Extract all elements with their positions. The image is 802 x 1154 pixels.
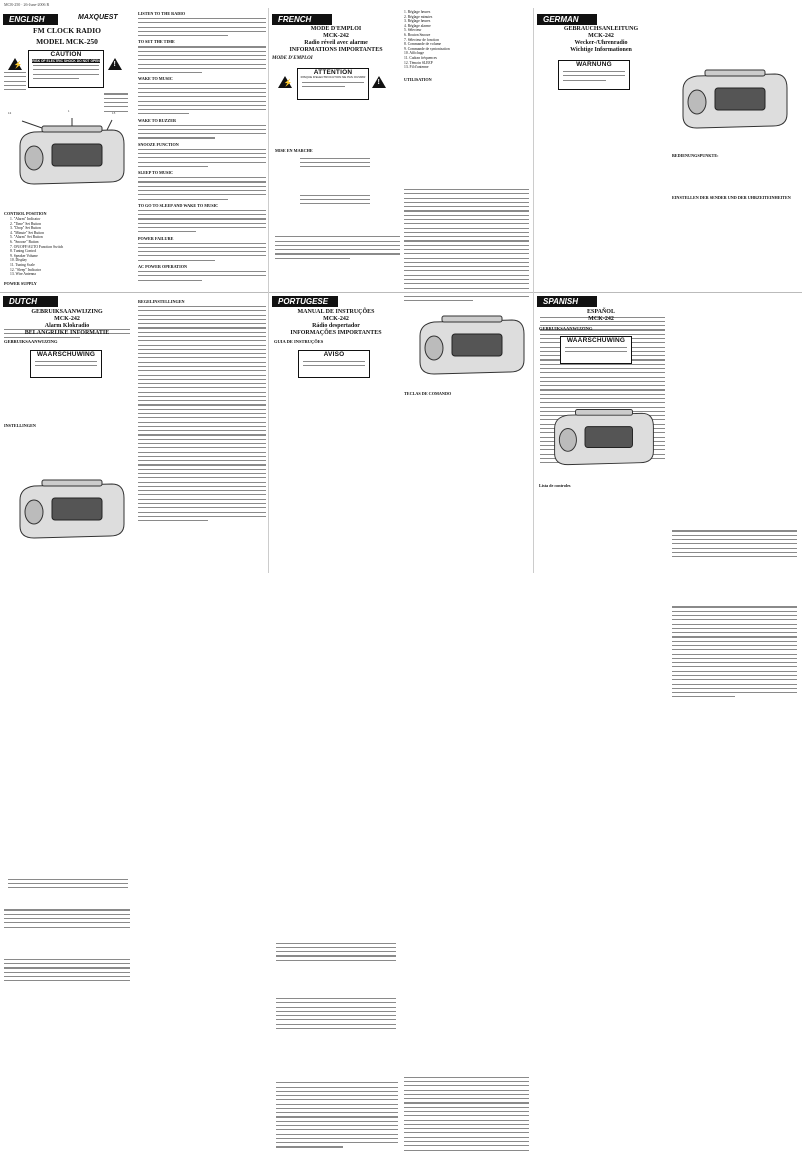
section-heading: WAKE TO BUZZER [138,117,177,123]
control-item: 9. Speaker Volume [10,253,38,258]
portuguese-subtitle: Rádio despertador [312,323,360,329]
control-item: 1. Réglage heures [404,10,431,14]
radio-illustration-spanish [544,400,664,476]
mise-heading: MISE EN MARCHE [275,148,313,153]
radio-illustration-english [12,116,132,196]
section-heading: WAKE TO MUSIC [138,76,173,82]
control-item: 8. Tuning Control [10,249,37,254]
attention-sub: RISQUE D'ELECTROCUTION NE PAS OUVRIR [300,75,366,79]
horizontal-divider [0,292,802,293]
page-header: MCR-250 · 26-June-2006 R [4,2,50,7]
german-info: Wichtige Informationen [570,47,632,53]
section-heading: REGELINSTELLINGEN [138,299,185,304]
vertical-divider [533,8,534,573]
control-item: 3. Réglage heures [404,19,431,24]
german-warn-box [558,60,630,90]
section-tag-portuguese: PORTUGESE [272,296,338,307]
control-item: 8. Commande de volume [404,42,442,47]
german-model: MCK-242 [588,33,614,39]
control-item: 4. "Minute" Set Button [10,230,44,235]
control-item: 7. ON/OFF/AUTO Function Switch [10,244,64,249]
controls-heading: CONTROL POSITION [4,211,47,216]
warn-title: WAARSCHUWING [36,351,96,358]
radio-illustration-dutch [12,470,132,550]
callout-1: 1 [68,109,70,113]
control-item: 12. Témoin SLEEP [404,60,433,65]
control-item: 10. Display [10,258,28,263]
section-tag-french: FRENCH [272,14,332,25]
control-item: 5. Sélecteur [404,28,422,33]
lightning-warning-icon: ⚡ [278,76,292,88]
control-item: 13. Wire Antenna [10,272,36,277]
control-item: 7. Sélecteur de fonction [404,37,440,42]
warn-title: AVISO [323,351,345,358]
dutch-section: GEBRUIKSAANWIJZING [4,339,58,344]
control-item: 6. Bouton Snooze [404,32,431,37]
french-title: MODE D'EMPLOI [310,26,362,32]
radio-illustration-portuguese [412,306,532,386]
control-item: 11. Cadran fréquences [404,55,437,60]
caution-title: CAUTION [50,51,82,58]
spanish-section: GEBRUIKSAANWIJZING [539,326,593,331]
portuguese-teclas-heading: TECLAS DE COMANDO [404,391,452,396]
section-heading: LISTEN TO THE RADIO [138,11,186,16]
section-tag-spanish: SPANISH [537,296,597,307]
control-item: 1. "Alarm" Indicator [10,217,41,221]
spanish-title: ESPAÑOL [587,309,615,315]
control-item: 3. "Drop" Set Button [10,226,41,231]
control-item: 13. Fil d'antenne [404,65,429,70]
section-heading: SNOOZE FUNCTION [138,141,179,147]
dutch-info: BELANGRIJKE INFORMATIE [24,330,110,336]
portuguese-section: GUIA DE INSTRUÇÕES [274,339,324,344]
english-col2 [138,8,266,284]
spanish-model: MCK-242 [588,316,614,322]
callout-13: 13 [112,111,116,115]
dutch-subtitle: Alarm Klokradio [44,323,90,329]
power-heading: POWER SUPPLY [4,281,37,286]
section-tag-english: ENGLISH [3,14,58,25]
vertical-divider [268,8,269,573]
caution-box [28,50,104,88]
section-tag-dutch: DUTCH [3,296,58,307]
caution-bar: RISK OF ELECTRIC SHOCK DO NOT OPEN [32,59,100,63]
dutch-title: GEBRUIKSAANWIJZING [31,309,103,315]
attention-title: ATTENTION [313,69,353,76]
portuguese-warn-box [298,350,370,378]
dutch-col2 [138,296,266,524]
section-heading: TO GO TO SLEEP AND WAKE TO MUSIC [138,202,219,208]
controls-list [10,217,120,277]
french-info: INFORMATIONS IMPORTANTES [289,47,383,53]
control-item: 9. Commande de syntonisation [404,46,450,51]
english-title: FM CLOCK RADIO [33,26,101,35]
french-util-heading: UTILISATION [404,77,432,82]
warn-title: WAARSCHUWING [566,337,626,344]
exclamation-warning-icon: ! [108,58,122,70]
dutch-warn-box [30,350,102,378]
section-tag-german: GERMAN [537,14,597,25]
control-item: 2. Réglage minutes [404,14,433,19]
german-einst-heading: EINSTELLEN DER SENDER UND DER UHRZEITEINHEITEN [672,195,791,200]
section-heading: SLEEP TO MUSIC [138,170,173,176]
control-item: 5. "Alarm" Set Button [10,235,43,240]
control-item: 6. "Snooze" Button [10,239,39,244]
german-subtitle: Wecker-/Uhrenradio [574,40,628,46]
french-section: MODE D'EMPLOI [272,56,313,61]
french-controls-list [404,10,524,70]
control-item: 11. Tuning Scale [10,262,35,267]
section-heading: POWER FAILURE [138,235,174,241]
german-title: GEBRAUCHSANLEITUNG [563,26,639,32]
portuguese-info: INFORMAÇÕES IMPORTANTES [290,330,382,336]
radio-illustration-german [675,60,795,140]
portuguese-model: MCK-242 [323,316,349,322]
english-model: MODEL MCK-250 [36,37,98,46]
control-item: 4. Réglage alarme [404,23,431,28]
section-heading: AC POWER OPERATION [138,263,188,269]
control-item: 2. "Time" Set Button [10,221,41,226]
spanish-warn-box [560,336,632,364]
dutch-inst-heading: INSTELLINGEN [4,423,36,428]
attention-box [297,68,369,100]
french-subtitle: Radio réveil avec alarme [304,40,368,46]
brand-logo: MAXQUEST [78,14,118,21]
french-model: MCK-242 [323,33,349,39]
spanish-lista-heading: Lista de controles [539,483,571,488]
portuguese-title: MANUAL DE INSTRUÇÕES [297,309,375,315]
control-item: 10. Affichage [404,51,425,56]
callout-12: 12 [8,111,12,115]
section-heading: TO SET THE TIME [138,39,175,45]
lightning-warning-icon: ⚡ [8,58,22,70]
german-bed-heading: BEDIENUNGSPUNKTE: [672,153,719,158]
exclamation-warning-icon: ! [372,76,386,88]
warn-title: WARNUNG [576,61,612,68]
control-item: 12. "Sleep" Indicator [10,267,41,272]
dutch-model: MCK-242 [54,316,80,322]
